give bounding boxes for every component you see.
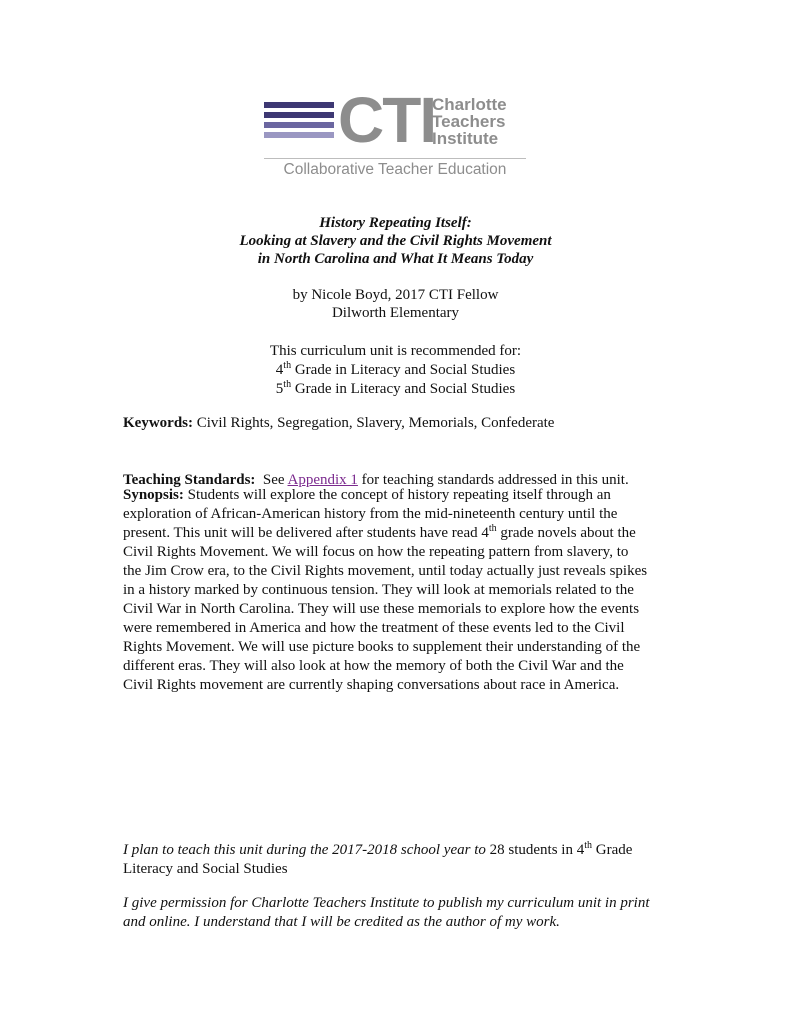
synopsis-line: Civil War in North Carolina. They will use these memorials to explore how the events <box>123 601 640 617</box>
appendix-1-link[interactable]: Appendix 1 <box>287 472 358 488</box>
logo-bar <box>264 132 334 138</box>
keywords-value: Civil Rights, Segregation, Slavery, Memorials, Confederate <box>193 415 555 431</box>
logo-acronym: CTI <box>338 84 436 156</box>
keywords-label: Keywords: <box>123 415 193 431</box>
teaching-standards-paragraph <box>123 452 683 490</box>
synopsis-line: Civil Rights Movement. We will focus on how the repeating pattern from slavery, to <box>123 544 629 560</box>
recommendation-block <box>0 342 791 399</box>
synopsis-paragraph <box>123 486 683 695</box>
recommendation-intro: This curriculum unit is recommended for: <box>269 343 522 359</box>
plan-grade: Grade <box>592 842 633 858</box>
synopsis-label: Synopsis: <box>123 487 184 503</box>
grade-number: 5 <box>275 381 284 397</box>
logo-name-line: Charlotte <box>432 95 507 114</box>
permission-line: I give permission for Charlotte Teachers Institute to publish my curriculum unit in print <box>123 895 650 911</box>
synopsis-text: grade novels about the <box>496 525 636 541</box>
logo-bar <box>264 102 334 108</box>
synopsis-line: Rights Movement. We will use picture books to supplement their understanding of the <box>123 639 641 655</box>
grade-suffix: th <box>584 840 593 851</box>
synopsis-line: exploration of African-American history from the mid-nineteenth century until the <box>123 506 618 522</box>
logo-bar <box>264 122 334 128</box>
synopsis-line <box>123 524 683 543</box>
synopsis-line <box>123 486 683 505</box>
grade-suffix: th <box>488 523 497 534</box>
author-block <box>0 286 791 322</box>
grade-suffix: th <box>283 360 292 371</box>
teaching-standards-label: Teaching Standards: <box>123 472 256 488</box>
synopsis-line: Civil Rights movement are currently shaping conversations about race in America. <box>123 677 620 693</box>
synopsis-line: different eras. They will also look at how the memory of both the Civil War and the <box>123 658 624 674</box>
cti-logo <box>264 84 524 180</box>
title-line-3: in North Carolina and What It Means Today <box>257 251 534 267</box>
synopsis-line: the Jim Crow era, to the Civil Rights movement, until today actually just reveals spikes <box>123 563 648 579</box>
author-name: by Nicole Boyd, 2017 CTI Fellow <box>292 287 499 303</box>
grade-text: Grade in Literacy and Social Studies <box>291 381 516 397</box>
recommendation-grade-5 <box>0 380 791 399</box>
plan-text: I plan to teach this unit during the 2017-2018 school year to <box>123 842 490 858</box>
teaching-plan-paragraph <box>123 841 683 879</box>
logo-name <box>432 96 507 147</box>
recommendation-grade-4 <box>0 361 791 380</box>
plan-line: Literacy and Social Studies <box>123 861 288 877</box>
logo-tagline: Collaborative Teacher Education <box>264 158 526 179</box>
synopsis-line: were remembered in America and how the treatment of these events led to the Civil <box>123 620 625 636</box>
logo-bars-graphic <box>264 102 334 142</box>
synopsis-text: present. This unit will be delivered after students have read 4 <box>123 525 489 541</box>
author-school: Dilworth Elementary <box>331 305 460 321</box>
logo-name-line: Institute <box>432 129 499 148</box>
title-line-2: Looking at Slavery and the Civil Rights Movement <box>239 233 552 249</box>
permission-paragraph <box>123 894 683 932</box>
logo-bar <box>264 112 334 118</box>
grade-number: 4 <box>275 362 284 378</box>
document-title <box>0 214 791 268</box>
plan-line <box>123 841 683 860</box>
teaching-standards-post: for teaching standards addressed in this unit. <box>357 472 629 488</box>
synopsis-line: in a history marked by continuous tension. They will look at memorials related to the <box>123 582 634 598</box>
grade-suffix: th <box>283 379 292 390</box>
logo-name-line: Teachers <box>432 112 506 131</box>
grade-text: Grade in Literacy and Social Studies <box>291 362 516 378</box>
keywords-paragraph <box>123 414 683 433</box>
teaching-standards-pre: See <box>255 472 288 488</box>
title-line-1: History Repeating Itself: <box>319 215 472 231</box>
plan-count: 28 students in 4 <box>489 842 585 858</box>
synopsis-text: Students will explore the concept of history repeating itself through an <box>183 487 611 503</box>
permission-line: and online. I understand that I will be credited as the author of my work. <box>123 914 560 930</box>
